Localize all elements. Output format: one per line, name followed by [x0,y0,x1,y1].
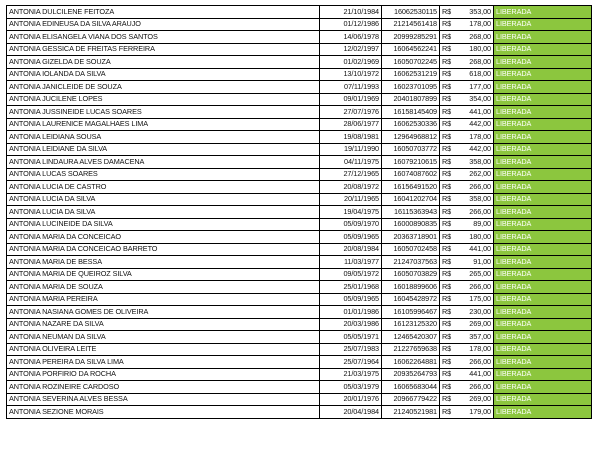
nis-cell: 16041202704 [382,193,440,206]
amount-cell: 178,00 [457,131,494,144]
name-cell: ANTONIA GIZELDA DE SOUZA [7,56,320,69]
currency-cell: R$ [440,93,457,106]
table-row [7,168,592,181]
table-row [7,31,592,44]
name-cell: ANTONIA MARIA DE QUEIROZ SILVA [7,268,320,281]
birth-date-cell: 21/03/1975 [320,368,382,381]
name-cell: ANTONIA MARIA DA CONCEICAO BARRETO [7,243,320,256]
status-badge: LIBERADA [494,81,592,94]
name-cell: ANTONIA LUCAS SOARES [7,168,320,181]
table-row [7,281,592,294]
status-badge: LIBERADA [494,168,592,181]
status-badge: LIBERADA [494,106,592,119]
amount-cell: 441,00 [457,243,494,256]
table-row [7,118,592,131]
amount-cell: 269,00 [457,393,494,406]
birth-date-cell: 14/06/1978 [320,31,382,44]
nis-cell: 20999285291 [382,31,440,44]
currency-cell: R$ [440,381,457,394]
name-cell: ANTONIA JUCILENE LOPES [7,93,320,106]
nis-cell: 16045428972 [382,293,440,306]
amount-cell: 180,00 [457,43,494,56]
nis-cell: 16062530115 [382,6,440,19]
name-cell: ANTONIA IOLANDA DA SILVA [7,68,320,81]
amount-cell: 178,00 [457,18,494,31]
currency-cell: R$ [440,156,457,169]
name-cell: ANTONIA LUCIA DE CASTRO [7,181,320,194]
amount-cell: 230,00 [457,306,494,319]
table-row [7,381,592,394]
amount-cell: 618,00 [457,68,494,81]
amount-cell: 178,00 [457,343,494,356]
table-row [7,193,592,206]
status-badge: LIBERADA [494,218,592,231]
amount-cell: 442,00 [457,143,494,156]
status-badge: LIBERADA [494,181,592,194]
currency-cell: R$ [440,193,457,206]
nis-cell: 16123125320 [382,318,440,331]
name-cell: ANTONIA JANICLEIDE DE SOUZA [7,81,320,94]
status-badge: LIBERADA [494,331,592,344]
amount-cell: 354,00 [457,93,494,106]
name-cell: ANTONIA ROZINEIRE CARDOSO [7,381,320,394]
birth-date-cell: 09/05/1972 [320,268,382,281]
nis-cell: 20401807899 [382,93,440,106]
name-cell: ANTONIA ELISANGELA VIANA DOS SANTOS [7,31,320,44]
amount-cell: 266,00 [457,281,494,294]
table-row [7,318,592,331]
nis-cell: 12465420307 [382,331,440,344]
birth-date-cell: 09/01/1969 [320,93,382,106]
currency-cell: R$ [440,268,457,281]
status-badge: LIBERADA [494,131,592,144]
currency-cell: R$ [440,43,457,56]
table-row [7,156,592,169]
birth-date-cell: 04/11/1975 [320,156,382,169]
currency-cell: R$ [440,143,457,156]
table-row [7,406,592,419]
currency-cell: R$ [440,406,457,419]
status-badge: LIBERADA [494,56,592,69]
currency-cell: R$ [440,206,457,219]
currency-cell: R$ [440,306,457,319]
table-row [7,343,592,356]
amount-cell: 266,00 [457,206,494,219]
currency-cell: R$ [440,18,457,31]
currency-cell: R$ [440,106,457,119]
status-badge: LIBERADA [494,43,592,56]
nis-cell: 21214561418 [382,18,440,31]
amount-cell: 269,00 [457,318,494,331]
amount-cell: 179,00 [457,406,494,419]
table-row [7,268,592,281]
birth-date-cell: 20/11/1965 [320,193,382,206]
currency-cell: R$ [440,393,457,406]
nis-cell: 20966779422 [382,393,440,406]
currency-cell: R$ [440,368,457,381]
birth-date-cell: 05/05/1971 [320,331,382,344]
name-cell: ANTONIA OLIVEIRA LEITE [7,343,320,356]
status-badge: LIBERADA [494,243,592,256]
nis-cell: 16074087602 [382,168,440,181]
amount-cell: 353,00 [457,6,494,19]
birth-date-cell: 28/06/1977 [320,118,382,131]
status-badge: LIBERADA [494,356,592,369]
currency-cell: R$ [440,231,457,244]
status-badge: LIBERADA [494,68,592,81]
table-row [7,6,592,19]
amount-cell: 268,00 [457,56,494,69]
currency-cell: R$ [440,81,457,94]
status-badge: LIBERADA [494,256,592,269]
name-cell: ANTONIA MARIA PEREIRA [7,293,320,306]
amount-cell: 89,00 [457,218,494,231]
currency-cell: R$ [440,281,457,294]
birth-date-cell: 05/03/1979 [320,381,382,394]
currency-cell: R$ [440,131,457,144]
currency-cell: R$ [440,31,457,44]
table-row [7,368,592,381]
name-cell: ANTONIA JUSSINEIDE LUCAS SOARES [7,106,320,119]
amount-cell: 180,00 [457,231,494,244]
table-row [7,106,592,119]
nis-cell: 16050702245 [382,56,440,69]
nis-cell: 21240521981 [382,406,440,419]
status-badge: LIBERADA [494,206,592,219]
status-badge: LIBERADA [494,193,592,206]
currency-cell: R$ [440,243,457,256]
name-cell: ANTONIA LINDAURA ALVES DAMACENA [7,156,320,169]
nis-cell: 16050703772 [382,143,440,156]
currency-cell: R$ [440,118,457,131]
birth-date-cell: 13/10/1972 [320,68,382,81]
table-row [7,218,592,231]
table-row [7,231,592,244]
amount-cell: 442,00 [457,118,494,131]
table-row [7,131,592,144]
amount-cell: 265,00 [457,268,494,281]
name-cell: ANTONIA LEIDIANA SOUSA [7,131,320,144]
status-badge: LIBERADA [494,343,592,356]
name-cell: ANTONIA MARIA DA CONCEICAO [7,231,320,244]
status-badge: LIBERADA [494,118,592,131]
name-cell: ANTONIA LUCIA DA SILVA [7,193,320,206]
birth-date-cell: 20/01/1976 [320,393,382,406]
table-row [7,356,592,369]
status-badge: LIBERADA [494,156,592,169]
nis-cell: 21227659638 [382,343,440,356]
birth-date-cell: 07/11/1993 [320,81,382,94]
currency-cell: R$ [440,318,457,331]
birth-date-cell: 11/03/1977 [320,256,382,269]
table-row [7,293,592,306]
nis-cell: 16062531219 [382,68,440,81]
nis-cell: 20935264793 [382,368,440,381]
name-cell: ANTONIA SEVERINA ALVES BESSA [7,393,320,406]
table-row [7,68,592,81]
table-row [7,206,592,219]
nis-cell: 16079210615 [382,156,440,169]
table-row [7,93,592,106]
status-badge: LIBERADA [494,18,592,31]
name-cell: ANTONIA NEUMAN DA SILVA [7,331,320,344]
table-row [7,18,592,31]
status-badge: LIBERADA [494,143,592,156]
nis-cell: 16158145409 [382,106,440,119]
nis-cell: 16018899606 [382,281,440,294]
currency-cell: R$ [440,256,457,269]
currency-cell: R$ [440,356,457,369]
nis-cell: 16115363943 [382,206,440,219]
nis-cell: 21247037563 [382,256,440,269]
beneficiary-table [6,5,592,419]
name-cell: ANTONIA PEREIRA DA SILVA LIMA [7,356,320,369]
nis-cell: 16065683044 [382,381,440,394]
nis-cell: 16000890835 [382,218,440,231]
nis-cell: 16023701095 [382,81,440,94]
name-cell: ANTONIA NAZARE DA SILVA [7,318,320,331]
birth-date-cell: 25/07/1983 [320,343,382,356]
status-badge: LIBERADA [494,318,592,331]
nis-cell: 16062264881 [382,356,440,369]
amount-cell: 177,00 [457,81,494,94]
table-row [7,256,592,269]
amount-cell: 266,00 [457,381,494,394]
name-cell: ANTONIA LEIDIANE DA SILVA [7,143,320,156]
name-cell: ANTONIA MARIA DE SOUZA [7,281,320,294]
name-cell: ANTONIA EDINEUSA DA SILVA ARAUJO [7,18,320,31]
amount-cell: 266,00 [457,181,494,194]
birth-date-cell: 01/02/1969 [320,56,382,69]
amount-cell: 357,00 [457,331,494,344]
status-badge: LIBERADA [494,293,592,306]
status-badge: LIBERADA [494,368,592,381]
name-cell: ANTONIA NASIANA GOMES DE OLIVEIRA [7,306,320,319]
birth-date-cell: 05/09/1970 [320,218,382,231]
name-cell: ANTONIA PORFIRIO DA ROCHA [7,368,320,381]
status-badge: LIBERADA [494,6,592,19]
birth-date-cell: 19/11/1990 [320,143,382,156]
currency-cell: R$ [440,293,457,306]
name-cell: ANTONIA GESSICA DE FREITAS FERREIRA [7,43,320,56]
currency-cell: R$ [440,56,457,69]
status-badge: LIBERADA [494,393,592,406]
birth-date-cell: 27/12/1965 [320,168,382,181]
currency-cell: R$ [440,218,457,231]
birth-date-cell: 12/02/1997 [320,43,382,56]
currency-cell: R$ [440,6,457,19]
birth-date-cell: 20/08/1972 [320,181,382,194]
table-row [7,81,592,94]
table-row [7,143,592,156]
status-badge: LIBERADA [494,31,592,44]
status-badge: LIBERADA [494,281,592,294]
status-badge: LIBERADA [494,306,592,319]
nis-cell: 16105996467 [382,306,440,319]
status-badge: LIBERADA [494,381,592,394]
amount-cell: 441,00 [457,368,494,381]
name-cell: ANTONIA SEZIONE MORAIS [7,406,320,419]
currency-cell: R$ [440,343,457,356]
table-row [7,331,592,344]
currency-cell: R$ [440,331,457,344]
table-row [7,56,592,69]
birth-date-cell: 19/04/1975 [320,206,382,219]
status-badge: LIBERADA [494,268,592,281]
name-cell: ANTONIA LUCINEIDE DA SILVA [7,218,320,231]
amount-cell: 441,00 [457,106,494,119]
nis-cell: 16156491520 [382,181,440,194]
nis-cell: 20363718901 [382,231,440,244]
table-body [7,6,592,419]
amount-cell: 268,00 [457,31,494,44]
amount-cell: 91,00 [457,256,494,269]
birth-date-cell: 25/07/1964 [320,356,382,369]
amount-cell: 358,00 [457,156,494,169]
birth-date-cell: 01/01/1986 [320,306,382,319]
nis-cell: 16064562241 [382,43,440,56]
currency-cell: R$ [440,68,457,81]
status-badge: LIBERADA [494,93,592,106]
birth-date-cell: 05/09/1965 [320,293,382,306]
currency-cell: R$ [440,168,457,181]
name-cell: ANTONIA LUCIA DA SILVA [7,206,320,219]
status-badge: LIBERADA [494,231,592,244]
table-row [7,243,592,256]
birth-date-cell: 05/09/1965 [320,231,382,244]
name-cell: ANTONIA DULCILENE FEITOZA [7,6,320,19]
currency-cell: R$ [440,181,457,194]
name-cell: ANTONIA LAURENICE MAGALHAES LIMA [7,118,320,131]
nis-cell: 16050702458 [382,243,440,256]
birth-date-cell: 20/04/1984 [320,406,382,419]
birth-date-cell: 25/01/1968 [320,281,382,294]
nis-cell: 16062530336 [382,118,440,131]
table-row [7,306,592,319]
nis-cell: 16050703829 [382,268,440,281]
birth-date-cell: 20/08/1984 [320,243,382,256]
status-badge: LIBERADA [494,406,592,419]
amount-cell: 175,00 [457,293,494,306]
table-row [7,393,592,406]
birth-date-cell: 01/12/1986 [320,18,382,31]
amount-cell: 262,00 [457,168,494,181]
birth-date-cell: 20/03/1986 [320,318,382,331]
table-row [7,43,592,56]
birth-date-cell: 19/08/1981 [320,131,382,144]
table-row [7,181,592,194]
nis-cell: 12964968812 [382,131,440,144]
birth-date-cell: 27/07/1976 [320,106,382,119]
name-cell: ANTONIA MARIA DE BESSA [7,256,320,269]
amount-cell: 358,00 [457,193,494,206]
amount-cell: 266,00 [457,356,494,369]
birth-date-cell: 21/10/1984 [320,6,382,19]
